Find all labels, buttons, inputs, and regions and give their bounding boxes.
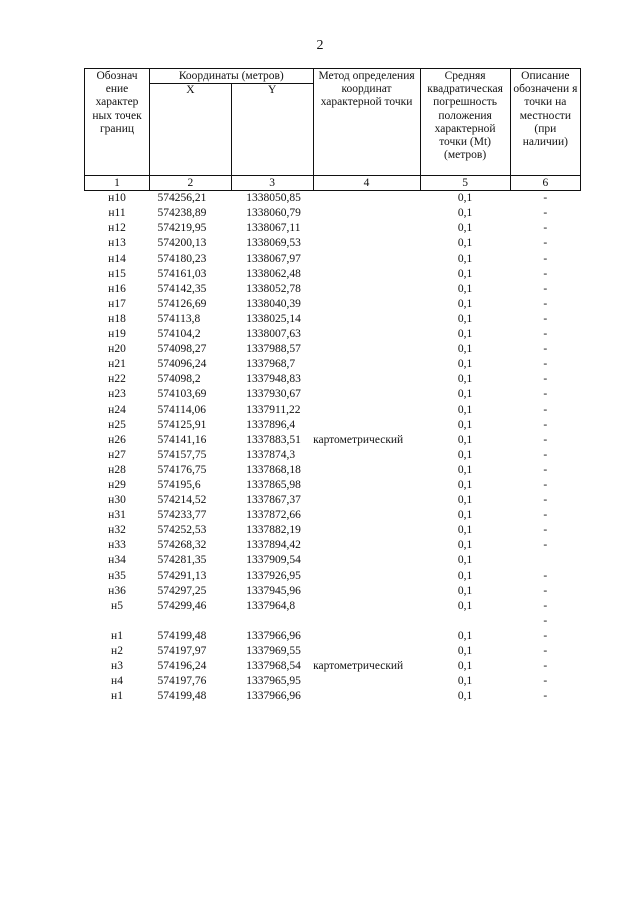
cell-designation: н12 [108,222,126,235]
cell-method [313,372,420,387]
table-row [85,478,581,493]
cell-method [313,629,420,644]
cell-description: - [543,478,548,491]
cell-method [313,357,420,372]
cell-x: 574113,8 [157,312,201,325]
cell-error: 0,1 [457,690,473,703]
cell-x: 574096,24 [157,358,207,371]
cell-designation: н18 [108,312,126,325]
cell-designation: н26 [108,433,126,446]
cell-method [313,236,420,251]
cell-method [313,569,420,584]
table-row [85,387,581,402]
cell-x: 574142,35 [157,282,207,295]
table-body-group2 [85,629,581,704]
cell-error: 0,1 [457,282,473,295]
cell-x: 574141,16 [157,433,207,446]
table-row [85,327,581,342]
cell-description: - [543,690,548,703]
cell-x: 574219,95 [157,222,207,235]
cell-description: - [543,660,548,673]
table-row [85,659,581,674]
cell-x: 574200,13 [157,237,207,250]
cell-designation: н1 [111,690,123,703]
table-row [85,569,581,584]
cell-x: 574161,03 [157,267,207,280]
table-row [85,206,581,221]
cell-error: 0,1 [457,297,473,310]
cell-y: 1337872,66 [246,509,301,522]
cell-designation: н14 [108,252,126,265]
cell-description: - [543,312,548,325]
cell-y: 1337883,51 [246,433,301,446]
cell-method [313,644,420,659]
cell-description: - [543,524,548,537]
cell-y: 1337868,18 [246,463,301,476]
cell-y: 1337874,3 [246,448,296,461]
cell-error: 0,1 [457,463,473,476]
cell-error: 0,1 [457,358,473,371]
cell-y: 1337966,96 [246,690,301,703]
cell-y: 1337988,57 [246,343,301,356]
cell-method [313,387,420,402]
cell-designation: н2 [111,645,123,658]
column-number: 2 [150,176,232,191]
cell-description: - [543,599,548,612]
cell-method [313,206,420,221]
cell-error: 0,1 [457,539,473,552]
cell-description: - [543,418,548,431]
cell-method [313,221,420,236]
cell-y: 1337964,8 [246,599,296,612]
cell-designation: н16 [108,282,126,295]
cell-error: 0,1 [457,312,473,325]
cell-y: 1337968,7 [246,358,296,371]
cell-x: 574233,77 [157,509,207,522]
table-row [85,357,581,372]
table-row [85,508,581,523]
cell-y: 1337968,54 [246,660,301,673]
header-coordinates: Координаты (метров) [150,69,314,84]
cell-description: - [543,494,548,507]
coordinates-table [84,68,581,704]
table-row [85,553,581,568]
cell-designation: н15 [108,267,126,280]
cell-method [313,282,420,297]
cell-x: 574299,46 [157,599,207,612]
cell-y: 1337865,98 [246,478,301,491]
cell-y: 1338052,78 [246,282,301,295]
cell-y: 1337909,54 [246,554,301,567]
cell-designation: н31 [108,509,126,522]
cell-method [313,327,420,342]
cell-error: 0,1 [457,569,473,582]
cell-method [313,538,420,553]
cell-error: 0,1 [457,675,473,688]
cell-description: - [543,539,548,552]
cell-error: 0,1 [457,373,473,386]
cell-designation: н33 [108,539,126,552]
cell-error: 0,1 [457,599,473,612]
cell-y: 1338050,85 [246,192,301,205]
cell-designation: н23 [108,388,126,401]
cell-designation: н11 [108,207,126,220]
cell-x: 574297,25 [157,584,207,597]
cell-designation: н22 [108,373,126,386]
cell-method [313,523,420,538]
cell-y: 1337948,83 [246,373,301,386]
cell-designation: н4 [111,675,123,688]
cell-designation: н10 [108,192,126,205]
cell-description: - [543,645,548,658]
cell-designation: н30 [108,494,126,507]
cell-error: 0,1 [457,509,473,522]
cell-error: 0,1 [457,448,473,461]
cell-x: 574098,2 [157,373,201,386]
cell-designation: н34 [108,554,126,567]
cell-designation: н28 [108,463,126,476]
column-number: 6 [510,176,580,191]
cell-designation: н5 [111,599,123,612]
table-row [85,538,581,553]
cell-x: 574197,97 [157,645,207,658]
cell-description: - [543,448,548,461]
cell-y: 1337882,19 [246,524,301,537]
table-row [85,523,581,538]
cell-description: - [543,373,548,386]
cell-y: 1337965,95 [246,675,301,688]
cell-x: 574196,24 [157,660,207,673]
table-row [85,629,581,644]
table-body-group1 [85,191,581,614]
cell-method [313,267,420,282]
table-row [85,493,581,508]
cell-x: 574252,53 [157,524,207,537]
cell-description: - [543,282,548,295]
cell-y: 1337926,95 [246,569,301,582]
cell-description: - [543,614,548,627]
cell-x: 574281,35 [157,554,207,567]
cell-description: - [543,207,548,220]
cell-x: 574238,89 [157,207,207,220]
cell-description: - [543,433,548,446]
cell-method [313,674,420,689]
cell-description: - [543,629,548,642]
cell-designation: н19 [108,328,126,341]
cell-method: картометрический [313,433,404,446]
cell-y: 1337867,37 [246,494,301,507]
header-method: Метод определения координат характерной точки [313,69,420,176]
cell-description: - [543,463,548,476]
cell-designation: н21 [108,358,126,371]
cell-description: - [543,358,548,371]
table-row [85,448,581,463]
cell-description: - [543,267,548,280]
cell-description: - [543,509,548,522]
cell-error: 0,1 [457,343,473,356]
header-y: Y [231,84,313,176]
cell-method [313,418,420,433]
cell-error: 0,1 [457,524,473,537]
cell-description: - [543,569,548,582]
cell-method [313,191,420,207]
cell-y: 1338067,97 [246,252,301,265]
table-row [85,372,581,387]
cell-error: 0,1 [457,660,473,673]
cell-error: 0,1 [457,222,473,235]
cell-x: 574214,52 [157,494,207,507]
table-row [85,191,581,207]
cell-designation: н13 [108,237,126,250]
cell-y: 1338060,79 [246,207,301,220]
table-row [85,342,581,357]
cell-x: 574199,48 [157,690,207,703]
cell-error: 0,1 [457,252,473,265]
cell-error: 0,1 [457,584,473,597]
cell-method [313,297,420,312]
cell-error: 0,1 [457,554,473,567]
cell-y: 1338007,63 [246,328,301,341]
cell-y: 1338025,14 [246,312,301,325]
table-row [85,584,581,599]
cell-designation: н36 [108,584,126,597]
cell-description: - [543,237,548,250]
cell-method [313,508,420,523]
header-error: Средняя квадратическая погрешность положения характерной точки (Mt) (метров) [420,69,510,176]
column-number: 4 [313,176,420,191]
cell-error: 0,1 [457,237,473,250]
cell-x: 574256,21 [157,192,207,205]
cell-designation: н29 [108,478,126,491]
cell-designation: н35 [108,569,126,582]
cell-description: - [543,343,548,356]
column-number: 3 [231,176,313,191]
table-separator [85,614,581,629]
cell-description: - [543,222,548,235]
table-row [85,252,581,267]
cell-y: 1337969,55 [246,645,301,658]
cell-x: 574125,91 [157,418,207,431]
column-numbers-row [85,176,581,191]
cell-x: 574199,48 [157,629,207,642]
cell-x: 574195,6 [157,478,201,491]
cell-description [510,553,580,568]
cell-method [313,448,420,463]
cell-y: 1338040,39 [246,297,301,310]
cell-x: 574103,69 [157,388,207,401]
table-row [85,463,581,478]
cell-y: 1338069,53 [246,237,301,250]
cell-error: 0,1 [457,267,473,280]
cell-description: - [543,403,548,416]
cell-x: 574197,76 [157,675,207,688]
cell-x: 574180,23 [157,252,207,265]
cell-designation: н20 [108,343,126,356]
cell-y: 1337894,42 [246,539,301,552]
cell-y: 1338067,11 [246,222,301,235]
cell-error: 0,1 [457,192,473,205]
cell-designation: н27 [108,448,126,461]
cell-error: 0,1 [457,388,473,401]
cell-designation: н24 [108,403,126,416]
cell-error: 0,1 [457,418,473,431]
cell-designation: н1 [111,629,123,642]
cell-x: 574126,69 [157,297,207,310]
column-number: 5 [420,176,510,191]
cell-description: - [543,584,548,597]
cell-description: - [543,388,548,401]
header-x: X [150,84,232,176]
cell-x: 574098,27 [157,343,207,356]
cell-y: 1337930,67 [246,388,301,401]
cell-error: 0,1 [457,433,473,446]
cell-y: 1337896,4 [246,418,296,431]
cell-y: 1338062,48 [246,267,301,280]
cell-method [313,312,420,327]
table-row [85,418,581,433]
cell-description: - [543,192,548,205]
table-row [85,312,581,327]
table-row [85,433,581,448]
table-row [85,599,581,614]
cell-designation: н17 [108,297,126,310]
cell-method [313,463,420,478]
cell-method [313,584,420,599]
cell-method [313,689,420,704]
cell-description: - [543,252,548,265]
header-description: Описание обозначени я точки на местности (при наличии) [510,69,580,176]
cell-designation: н3 [111,660,123,673]
table-row [85,644,581,659]
table-row [85,221,581,236]
cell-x: 574291,13 [157,569,207,582]
table-row [85,674,581,689]
cell-error: 0,1 [457,629,473,642]
cell-x: 574114,06 [157,403,206,416]
cell-method [313,342,420,357]
cell-designation: н25 [108,418,126,431]
cell-method [313,599,420,614]
cell-x: 574268,32 [157,539,207,552]
cell-x: 574104,2 [157,328,201,341]
table-row [85,282,581,297]
cell-x: 574176,75 [157,463,207,476]
table-row [85,267,581,282]
cell-error: 0,1 [457,403,473,416]
table-row [85,614,581,629]
header-designation: Обознач ение характер ных точек границ [85,69,150,176]
cell-error: 0,1 [457,494,473,507]
cell-y: 1337945,96 [246,584,301,597]
table-row [85,689,581,704]
cell-x: 574157,75 [157,448,207,461]
cell-error: 0,1 [457,645,473,658]
cell-method [313,553,420,568]
cell-error: 0,1 [457,207,473,220]
cell-method [313,478,420,493]
cell-y: 1337966,96 [246,629,301,642]
table-row [85,403,581,418]
cell-error: 0,1 [457,478,473,491]
cell-method: картометрический [313,660,404,673]
cell-description: - [543,328,548,341]
cell-method [313,252,420,267]
cell-error: 0,1 [457,328,473,341]
cell-y: 1337911,22 [246,403,301,416]
table-row [85,297,581,312]
page-number: 2 [316,38,324,53]
cell-description: - [543,297,548,310]
cell-method [313,493,420,508]
column-number: 1 [85,176,150,191]
cell-method [313,403,420,418]
cell-designation: н32 [108,524,126,537]
table-row [85,236,581,251]
cell-description: - [543,675,548,688]
